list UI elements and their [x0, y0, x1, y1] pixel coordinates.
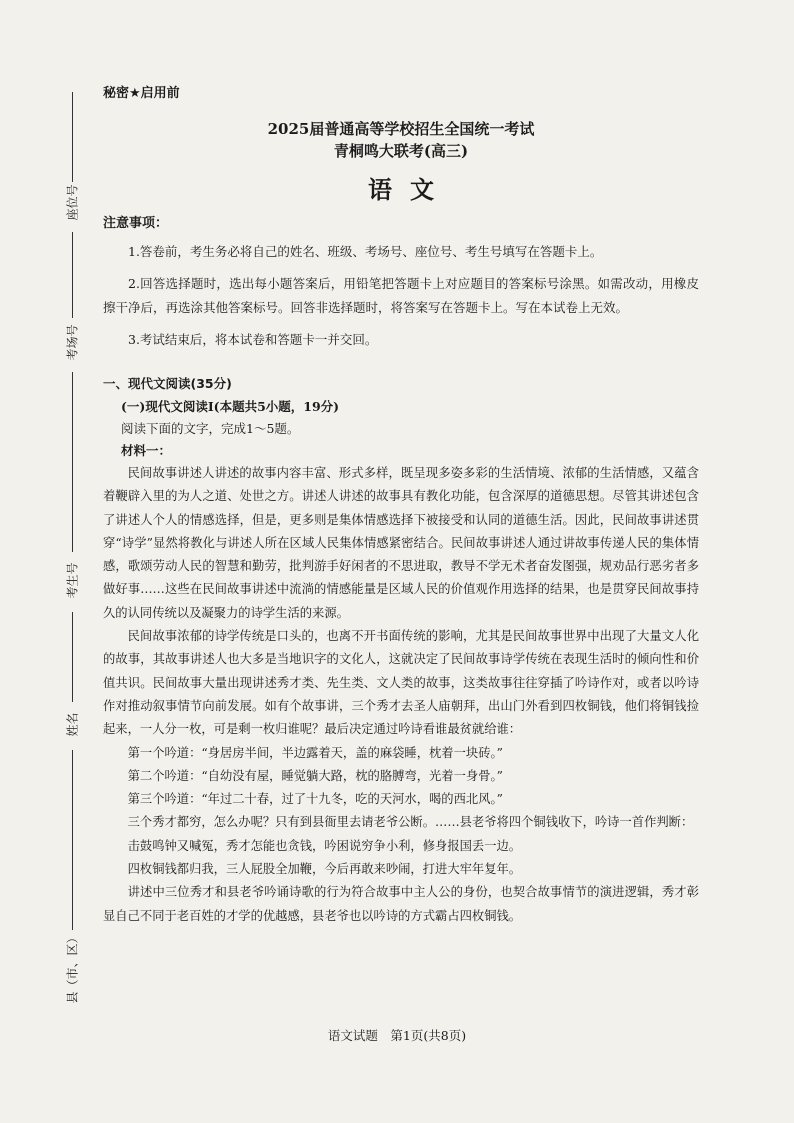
binding-margin — [0, 0, 96, 1123]
notice-item-3: 3.考试结束后，将本试卷和答题卡一并交回。 — [128, 332, 378, 347]
verse-line: 第一个吟道：“身居房半间，半边露着天，盖的麻袋睡，枕着一块砖。” — [127, 745, 503, 760]
notice-item-2: 2.回答选择题时，选出每小题答案后，用铅笔把答题卡上对应题目的答案标号涂黑。如需改动，用橡皮擦干净后，再选涂其他答案标号。回答非选择题时，将答案写在答题卡上。写在本试卷上无效。 — [103, 276, 699, 315]
notice-title: 注意事项： — [103, 216, 169, 231]
verse-line: 第三个吟道：“年过二十春，过了十九冬，吃的天河水，喝的西北风。” — [127, 792, 503, 807]
notice-item-1: 1.答卷前，考生务必将自己的姓名、班级、考场号、座位号、考生号填写在答题卡上。 — [128, 244, 603, 259]
section-instruction: 阅读下面的文字，完成1～5题。 — [121, 421, 300, 436]
margin-line — [72, 750, 73, 930]
margin-label-name: 姓名 — [65, 712, 80, 737]
poem-line: 击鼓鸣钟又喊冤，秀才怎能也贪钱，吟困说穷争小利，修身报国丢一边。 — [127, 838, 522, 853]
exam-title: 2025届普通高等学校招生全国统一考试 — [267, 120, 535, 138]
body-paragraph: 三个秀才都穷，怎么办呢？只有到县衙里去请老爷公断。……县老爷将四个铜钱收下，吟诗一首作判断： — [127, 815, 694, 830]
material-label: 材料一： — [121, 443, 172, 458]
margin-line — [72, 92, 73, 182]
margin-line — [72, 612, 73, 702]
margin-label-county: 县（市、区） — [65, 931, 80, 1004]
margin-line — [72, 232, 73, 318]
margin-label-examinee: 考生号 — [65, 562, 80, 599]
secret-label: 秘密★启用前 — [103, 86, 180, 101]
subject-title: 语文 — [368, 175, 452, 204]
margin-label-room: 考场号 — [65, 324, 80, 361]
margin-line — [72, 372, 73, 552]
body-paragraph: 民间故事浓郁的诗学传统是口头的，也离不开书面传统的影响，尤其是民间故事世界中出现了大量文人化的故事，其故事讲述人也大多是当地识字的文化人，这就决定了民间故事诗学传统在表现生活时的倾向性和价值共识。民间故事大量出现讲述秀才类、先生类、文人类的故事，这类故事往往穿插了吟诗作对，或者以吟诗作对推动叙事情节向前发展。如有个故事讲，三个秀才去圣人庙朝拜，出山门外看到四枚铜钱，他们将铜钱捡起来，一人分一枚，可是剩一枚归谁呢？最后决定通过吟诗看谁最贫就给谁： — [103, 629, 699, 737]
margin-label-seat: 座位号 — [65, 184, 80, 221]
poem-line: 四枚铜钱都归我，三人屁股全加鞭，今后再敢来吵闹，打进大牢年复年。 — [127, 862, 522, 877]
body-paragraph: 讲述中三位秀才和县老爷吟诵诗歌的行为符合故事中主人公的身份，也契合故事情节的演进逻辑，秀才彰显自己不同于老百姓的才学的优越感，县老爷也以吟诗的方式霸占四枚铜钱。 — [103, 885, 699, 923]
section-heading: 一、现代文阅读(35分) — [103, 376, 232, 391]
section-subheading: (一)现代文阅读Ⅰ(本题共5小题，19分) — [121, 399, 340, 414]
page-footer: 语文试题 第1页(共8页) — [327, 1028, 467, 1043]
verse-line: 第二个吟道：“自幼没有屋，睡觉躺大路，枕的胳膊弯，光着一身骨。” — [127, 768, 503, 783]
body-paragraph: 民间故事讲述人讲述的故事内容丰富、形式多样，既呈现多姿多彩的生活情境、浓郁的生活情感，又蕴含着鞭辟入里的为人之道、处世之方。讲述人讲述的故事具有教化功能，包含深厚的道德思想。尽管其讲述包含了讲述人个人的情感选择，但是，更多则是集体情感选择下被接受和认同的道德生活。因此，民间故事讲述贯穿“诗学”显然将教化与讲述人所在区域人民集体情感紧密结合。民间故事讲述人通过讲故事传递人民的集体情感，歌颂劳动人民的智慧和勤劳，批判游手好闲者的不思进取，教导不学无术者奋发图强，规劝品行恶劣者多做好事……这些在民间故事讲述中流淌的情感能量是区域人民的价值观作用选择的结果，也是贯穿民间故事持久的认同传统以及凝聚力的诗学生活的来源。 — [103, 466, 699, 620]
exam-page — [103, 84, 699, 928]
exam-subtitle: 青桐鸣大联考(高三) — [333, 142, 469, 160]
